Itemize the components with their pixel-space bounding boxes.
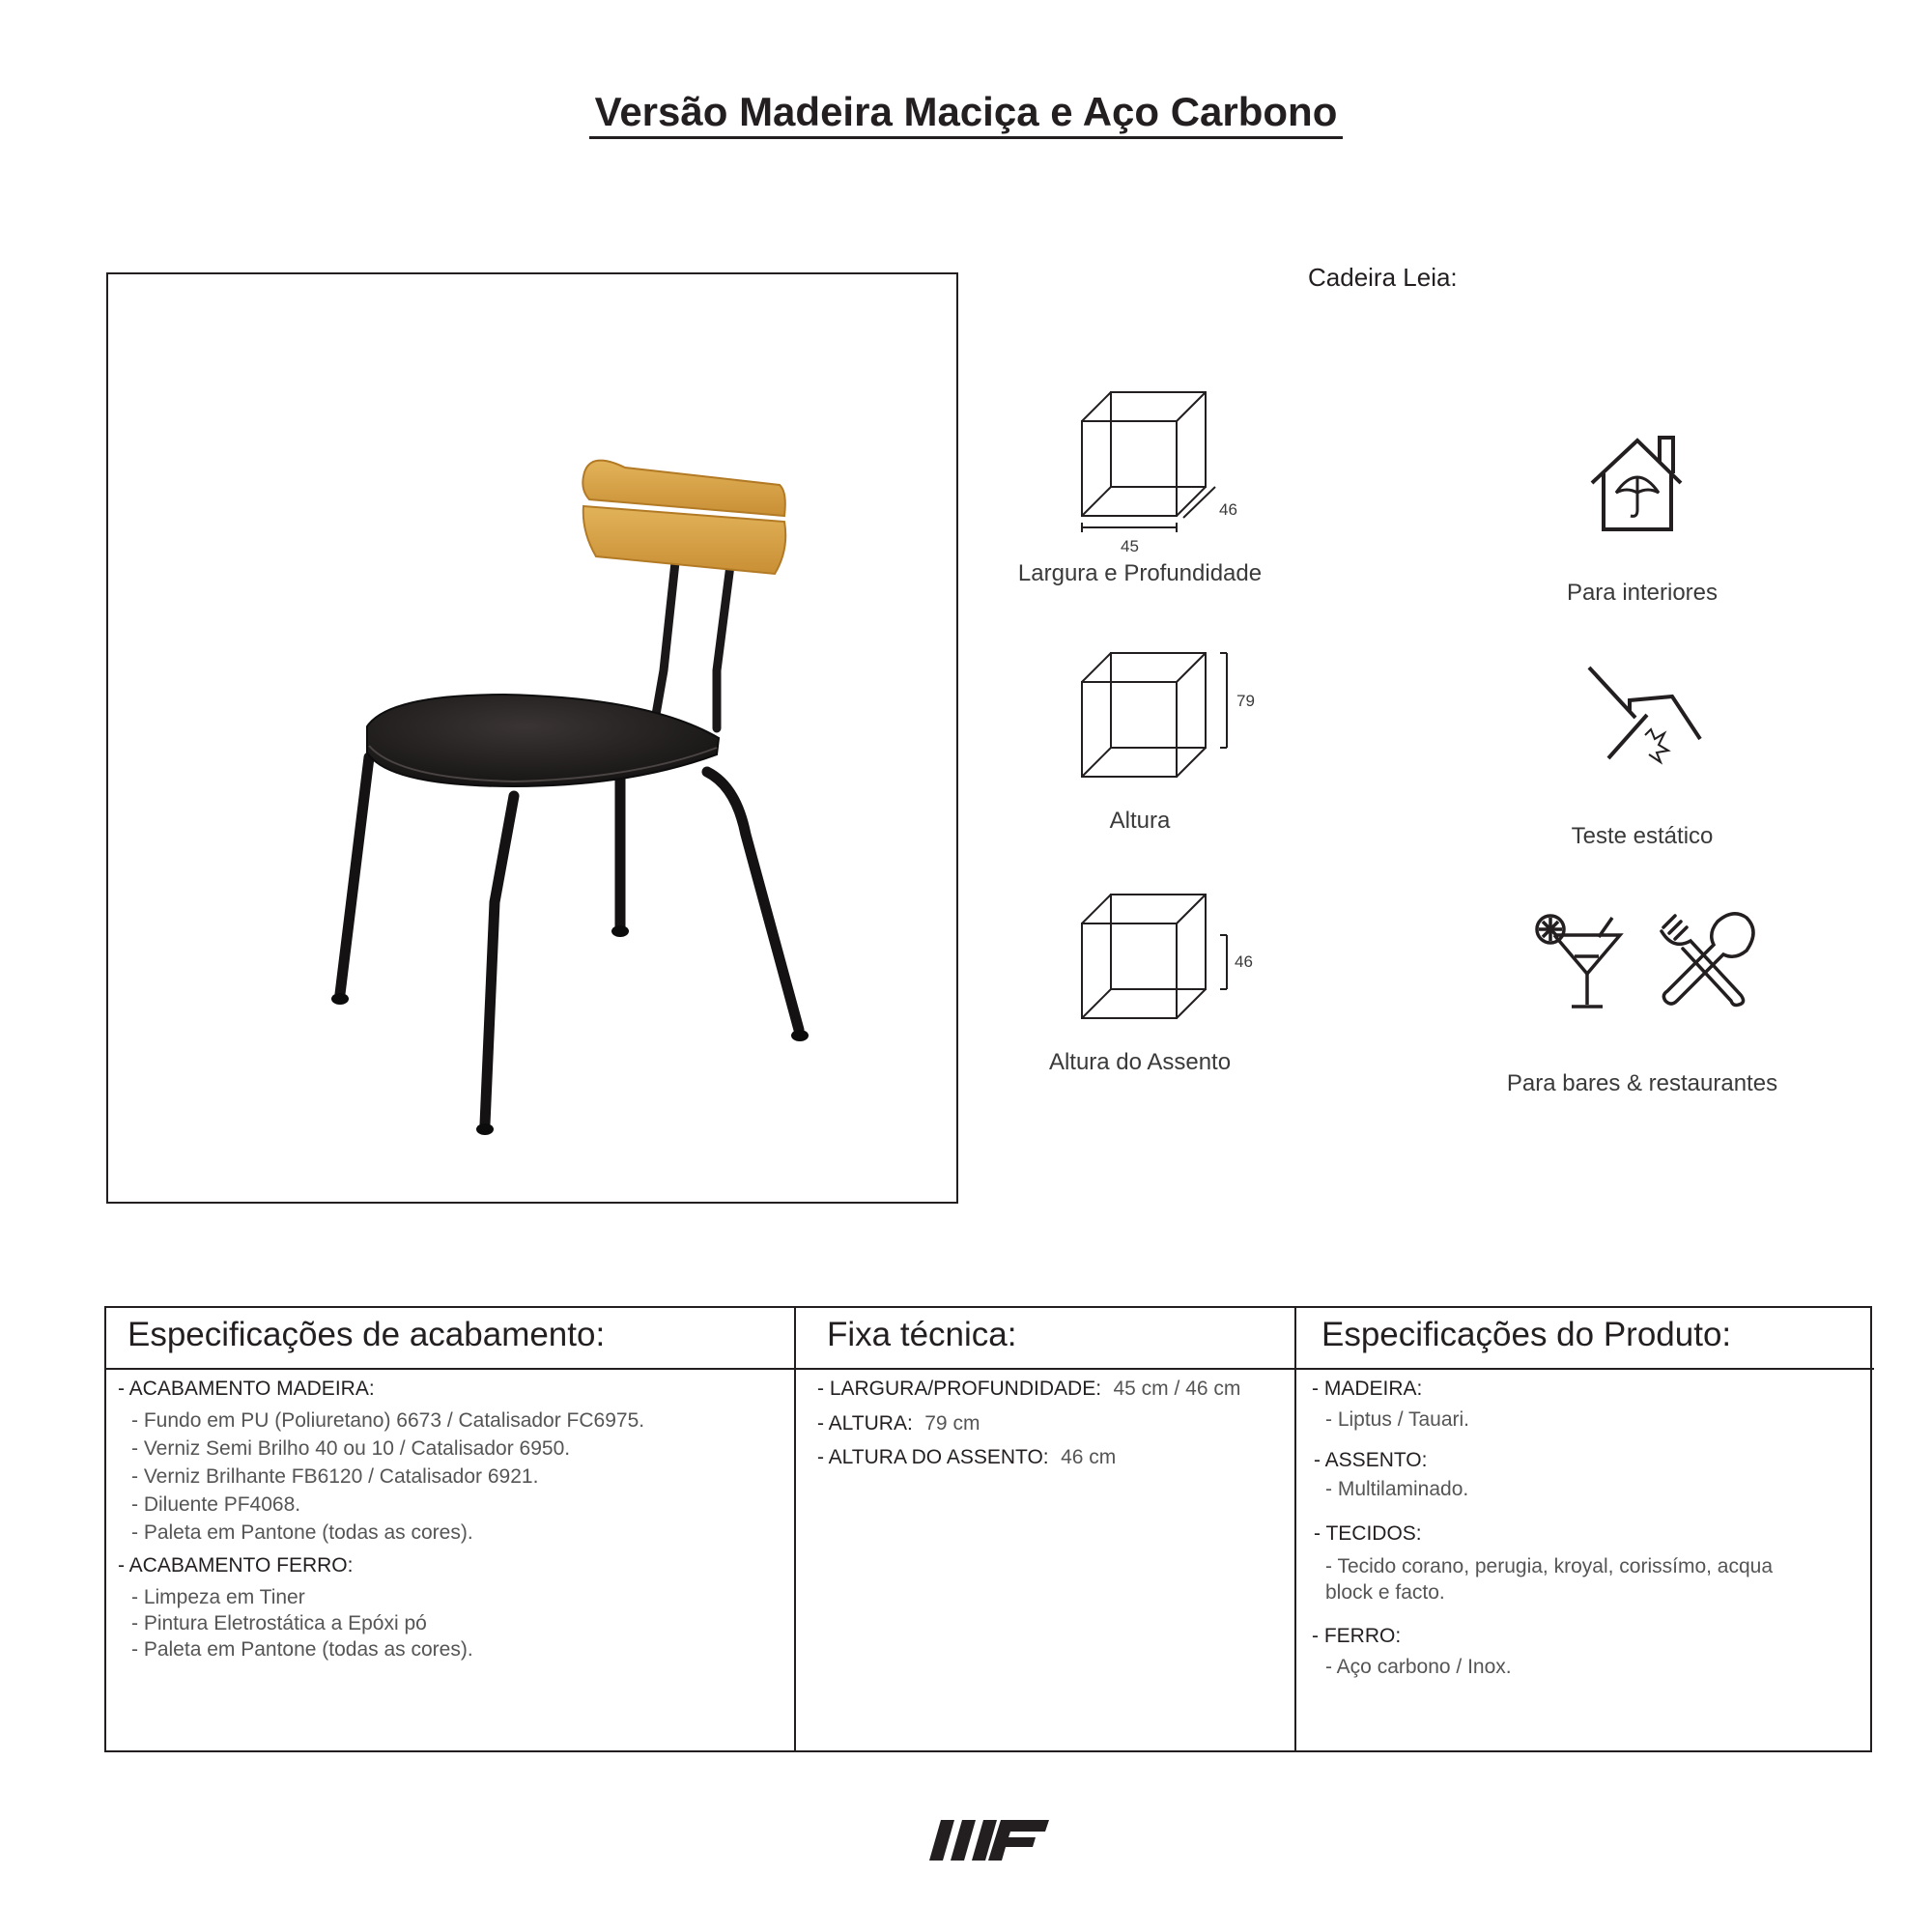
static-test-label: Teste estático bbox=[1571, 823, 1714, 849]
wood-value: - Liptus / Tauari. bbox=[1325, 1408, 1470, 1431]
technical-row-label: - ALTURA DO ASSENTO: bbox=[817, 1446, 1049, 1468]
technical-row bbox=[817, 1446, 1116, 1469]
cocktail-icon bbox=[1531, 908, 1628, 1014]
technical-row-value: 46 cm bbox=[1061, 1446, 1117, 1468]
seat-title: - ASSENTO: bbox=[1314, 1449, 1428, 1471]
iron-value: - Aço carbono / Inox. bbox=[1325, 1656, 1512, 1678]
iron-finishing-title: - ACABAMENTO FERRO: bbox=[118, 1554, 354, 1577]
fabric-title: - TECIDOS: bbox=[1314, 1522, 1422, 1545]
fork-spoon-icon bbox=[1654, 908, 1760, 1014]
indoor-label: Para interiores bbox=[1566, 580, 1719, 606]
iron-finishing-item: - Limpeza em Tiner bbox=[131, 1586, 305, 1608]
seat-value: - Multilaminado. bbox=[1325, 1478, 1469, 1500]
product-name: Cadeira Leia: bbox=[1308, 263, 1458, 292]
house-umbrella-icon bbox=[1584, 433, 1700, 534]
technical-heading: Fixa técnica: bbox=[827, 1316, 1017, 1353]
technical-row-value: 45 cm / 46 cm bbox=[1113, 1378, 1241, 1400]
fabric-value: - Tecido corano, perugia, kroyal, corissímo, acqua bbox=[1325, 1555, 1774, 1577]
wood-finishing-item: - Fundo em PU (Poliuretano) 6673 / Catalisador FC6975. bbox=[131, 1409, 645, 1432]
wood-finishing-title: - ACABAMENTO MADEIRA: bbox=[118, 1378, 375, 1400]
brand-logo bbox=[929, 1816, 1049, 1864]
column-divider bbox=[794, 1308, 796, 1752]
table-header-divider bbox=[106, 1368, 1874, 1370]
wood-finishing-item: - Verniz Brilhante FB6120 / Catalisador 6921. bbox=[131, 1465, 539, 1488]
technical-row-value: 79 cm bbox=[924, 1412, 980, 1435]
iron-finishing-item: - Pintura Eletrostática a Epóxi pó bbox=[131, 1612, 427, 1634]
width-value: 45 bbox=[1121, 537, 1139, 555]
fabric-value-continued: block e facto. bbox=[1325, 1581, 1445, 1604]
wood-finishing-item: - Verniz Semi Brilho 40 ou 10 / Catalisador 6950. bbox=[131, 1437, 571, 1460]
spec-table bbox=[104, 1306, 1872, 1752]
technical-row bbox=[817, 1412, 980, 1435]
width-depth-label: Largura e Profundidade bbox=[1017, 560, 1263, 586]
depth-value: 46 bbox=[1219, 500, 1237, 519]
technical-row bbox=[817, 1378, 1240, 1401]
iron-finishing-item: - Paleta em Pantone (todas as cores). bbox=[131, 1638, 473, 1661]
page-title bbox=[0, 89, 1932, 135]
height-value: 79 bbox=[1236, 692, 1255, 710]
technical-row-label: - ALTURA: bbox=[817, 1412, 913, 1435]
technical-row-label: - LARGURA/PROFUNDIDADE: bbox=[817, 1378, 1102, 1400]
cube-icon bbox=[1072, 889, 1246, 1034]
seat-height-value: 46 bbox=[1235, 952, 1253, 971]
static-test-icon bbox=[1579, 662, 1710, 768]
chair-illustration bbox=[108, 274, 956, 1202]
seat-height-label: Altura do Assento bbox=[1048, 1049, 1232, 1075]
product-spec-heading: Especificações do Produto: bbox=[1321, 1316, 1732, 1353]
page-title-text: Versão Madeira Maciça e Aço Carbono bbox=[589, 89, 1344, 139]
wood-finishing-item: - Diluente PF4068. bbox=[131, 1493, 301, 1516]
cube-icon bbox=[1072, 647, 1246, 792]
product-photo-frame bbox=[106, 272, 958, 1204]
finishing-heading: Especificações de acabamento: bbox=[128, 1316, 606, 1353]
column-divider bbox=[1294, 1308, 1296, 1752]
wood-title: - MADEIRA: bbox=[1312, 1378, 1423, 1400]
iron-title: - FERRO: bbox=[1312, 1625, 1402, 1647]
height-label: Altura bbox=[1109, 808, 1171, 834]
bars-restaurants-label: Para bares & restaurantes bbox=[1506, 1070, 1778, 1096]
wood-finishing-item: - Paleta em Pantone (todas as cores). bbox=[131, 1521, 473, 1544]
